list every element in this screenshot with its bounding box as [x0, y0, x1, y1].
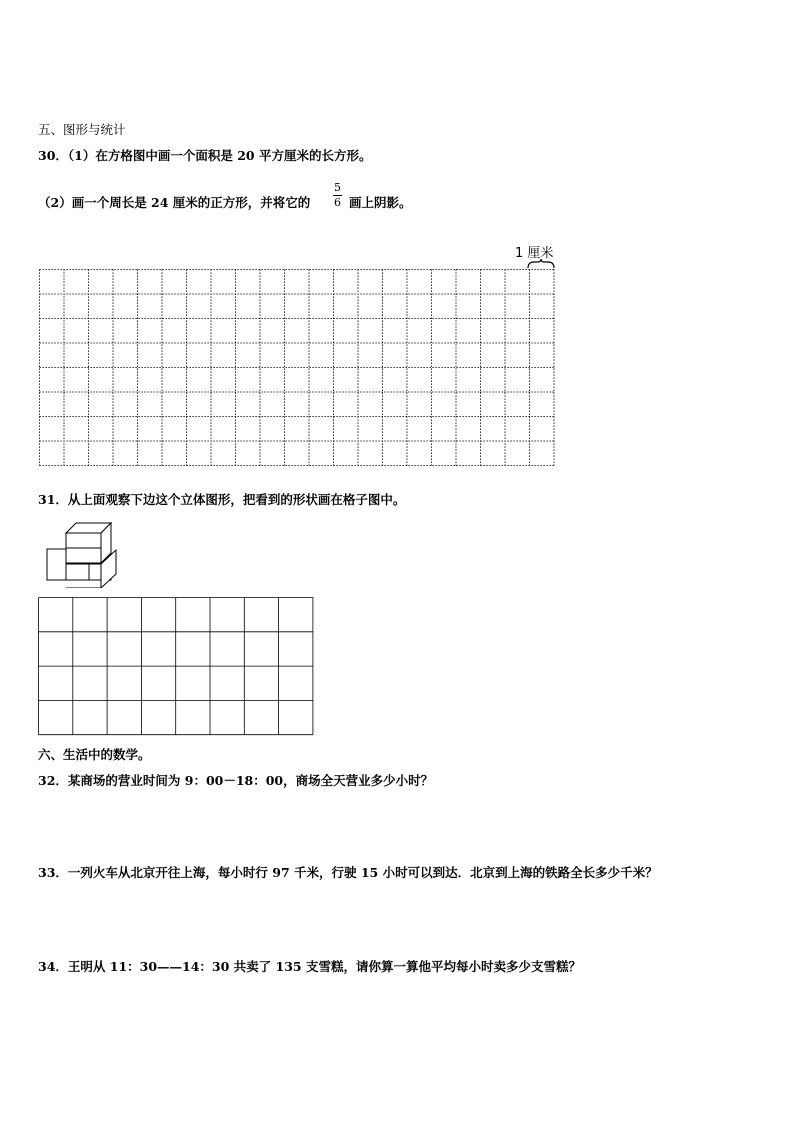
solid-cube-figure	[45, 518, 125, 588]
grid-q31	[38, 597, 318, 742]
dotted-grid-lines	[40, 270, 555, 466]
question-33-text: 33．一列火车从北京开往上海，每小时行 97 千米，行驶 15 小时可以到达．北京到上海的铁路全长多少千米？	[38, 865, 658, 880]
section-5-title: 五、图形与统计	[38, 122, 126, 137]
question-30-part-2-text: （2）画一个周长是 24 厘米的正方形，并将它的	[38, 195, 311, 210]
question-32-text: 32．某商场的营业时间为 9：00－18：00，商场全天营业多少小时？	[38, 773, 434, 788]
question-34-text: 34．王明从 11：30——14：30 共卖了 135 支雪糕，请你算一算他平均每小时卖多少支雪糕？	[38, 959, 581, 974]
fraction-denominator: 6	[334, 196, 341, 209]
question-30-part-1: 30．（1）在方格图中画一个面积是 20 平方厘米的长方形。	[38, 148, 372, 163]
dotted-grid-q30	[39, 269, 559, 474]
fraction-numerator: 5	[334, 181, 341, 194]
fraction-five-sixths	[333, 182, 342, 209]
section-6-title: 六、生活中的数学。	[38, 747, 151, 762]
question-30-part-2-tail: 画上阴影。	[349, 195, 412, 210]
unit-label: 1 厘米	[515, 246, 554, 261]
question-31-text: 31．从上面观察下边这个立体图形，把看到的形状画在格子图中。	[38, 492, 406, 507]
grid-lines	[39, 598, 313, 735]
